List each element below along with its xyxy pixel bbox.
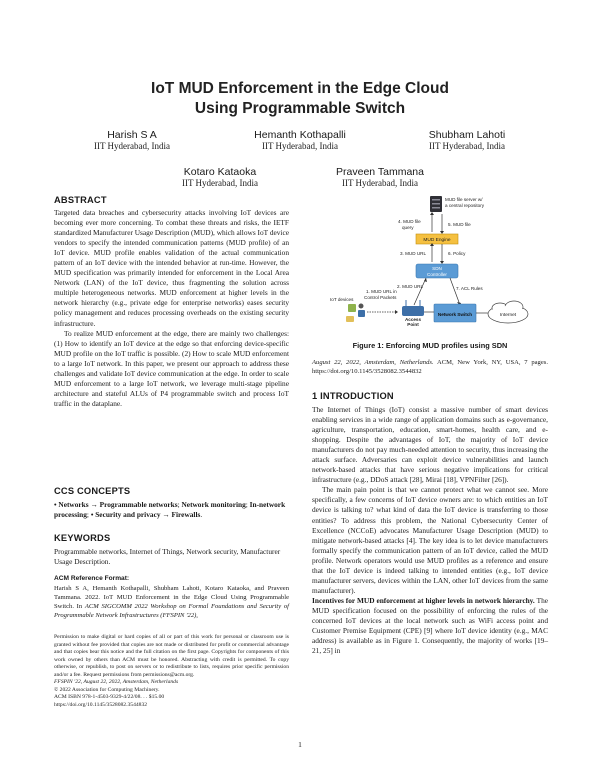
permission-isbn: ACM ISBN 978-1-4503-9329-4/22/08. . . $15.00 [54,694,165,700]
permission-doi[interactable]: https://doi.org/10.1145/3528082.3544832 [54,701,148,708]
author-affiliation: IIT Hyderabad, India [261,141,339,151]
intro-paragraph-2: The main pain point is that we cannot protect what we cannot see. More specifically, a few concerns of IoT device owners are: to which entities an IoT device is talking to? what kind of data the IoT device is transferring to those entities? To address this problem, the National Cybersecurity Center of Excellence (NCCoE) advocates Manufacturer Usage Description (MUD) to mitigate network-based attacks [4]. The key idea is to let device manufacturers formally specify the communication pattern of an IoT device, called the MUD profile. Network operators would use MUD profiles as a reference and ensure that the IoT device is indeed talking to intended entities (e.g., IoT device manufacturer servers, devices within the LAN, other IoT devices from the same manufacturer). [312,485,548,595]
author-name: Harish S A [107,129,157,141]
author-affiliation: IIT Hyderabad, India [341,178,419,188]
label-policy: 6. Policy [448,251,466,256]
paper-title-line-1: IoT MUD Enforcement in the Edge Cloud [151,80,449,97]
ccs-term: Firewalls [171,510,201,520]
acm-reference-text [54,584,289,620]
arrowhead [440,231,444,234]
label-mud-file-query-2: query [402,225,414,230]
permission-text: Permission to make digital or hard copies of all or part of this work for personal or classroom use is granted without fee provided that copies are not made or distributed for profit or commercial advantage and that copies bear this notice and the full citation on the first page. Copyrights for components of this work owned by others than ACM must be honored. Abstracting with credit is permitted. To copy otherwise, or republish, to post on servers or to redistribute to lists, requires prior specific permission and/or a fee. Request permissions from permissions@acm.org. [54,634,289,678]
author-name: Praveen Tammana [336,166,424,178]
label-mud-file-server: MUD file server w/ [445,197,483,202]
abstract-paragraph-1: Targeted data breaches and cybersecurity attacks involving IoT devices are becoming ever more concerning. To combat these threats and risks, the IETF standardized Manufacturer Usage Description (MUD), which allows IoT device vendors to specify the intended communication patterns (MUD profile) of an IoT device. MUD profile enables validation of the actual communication pattern of an IoT device with the intended behavior at run-time. However, the MUD specification was primarily intended for enforcement in the Local Area Network (LAN) of the IoT device, thus fragmenting the solution across multiple heterogeneous networks. MUD enforcement at higher levels in the network hierarchy (e.g., private edge for enterprise networks) eases security policy management and reduces processing overheads on the existing security infrastructure. [54,208,289,328]
author-name: Hemanth Kothapalli [254,129,346,141]
label-mud-engine: MUD Engine [423,238,451,243]
author-affiliation: IIT Hyderabad, India [181,178,259,188]
label-acl-rules: 7. ACL Rules [456,286,483,291]
label-sdn-controller-1: SDN [432,266,442,271]
access-point-icon [402,300,424,316]
author-block [310,166,450,189]
acm-reference-venue: ACM SIGCOMM 2022 Workshop on Formal Foundations and Security of Programmable Network Infrastructures (FFSPIN '22), [54,603,289,619]
abstract-paragraph-2: To realize MUD enforcement at the edge, there are mainly two challenges: (1) How to identify an IoT device at the edge so that enforcing device-specific MUD profile on the IoT traffic is possible. (2) How to scale MUD enforcement to a large IoT network. In this paper, we present our approach to address these challenges and validate IoT device communication at the edge. In order to scale MUD enforcement to a large IoT network, we leverage multi-stage pipeline architecture and stateful ALUs of P4 programmable switch and process IoT traffic in the dataplane. [54,328,289,408]
iot-device-icon [346,304,365,323]
keywords-heading: KEYWORDS [54,533,111,543]
label-mud-url-in-1: 1. MUD URL in [366,289,397,294]
figure-1-caption: Figure 1: Enforcing MUD profiles using SDN [352,341,508,350]
label-access-point-2: Point [407,322,419,327]
server-icon [430,196,442,212]
arrow-acl-rules [450,278,460,305]
author-affiliation: IIT Hyderabad, India [93,141,171,151]
label-access-point-1: Access [404,317,422,322]
label-iot-devices: IoT devices [330,297,354,302]
arrowhead [440,261,444,264]
abstract-heading: ABSTRACT [54,195,107,205]
ccs-term: Programmable networks [99,500,178,509]
author-block [397,129,537,152]
label-network-switch: Network Switch [437,312,473,317]
label-internet: Internet [499,313,517,318]
paper-title-line-2: Using Programmable Switch [194,100,406,117]
arrowhead [395,310,398,314]
ccs-concepts: • Networks → Programmable networks; Network monitoring; In-network processing; • Security and privacy → Firewalls. [54,500,286,520]
label-sdn-controller-2: Controller [427,272,447,277]
author-name: Kotaro Kataoka [183,166,257,178]
acm-reference-date: August 22, 2022, Amsterdam, Netherlands. [312,359,434,366]
acm-reference-plain: Harish S A, Hemanth Kothapalli, Shubham Lahoti, Kotaro Kataoka, and Praveen Tammana. 2022. IoT MUD Enforcement in the Edge Cloud Using Programmable Switch. In [54,585,289,610]
author-block [62,129,202,152]
ccs-arrow: → [90,500,98,509]
label-mud-url-2: 2. MUD URL [397,284,424,289]
label-mud-file: 5. MUD file [448,222,471,227]
ccs-bullet-security: • Security and privacy [90,510,161,520]
acm-reference-heading: ACM Reference Format: [54,575,130,582]
permission-venue: FFSPIN '22, August 22, 2022, Amsterdam, Netherlands [54,679,179,685]
internet-cloud-icon [488,301,528,323]
permission-block [54,634,289,709]
page-number: 1 [298,740,302,749]
acm-reference-publisher: ACM, New York, NY, USA, 7 pages. https://doi.org/10.1145/3528082.3544832 [312,359,548,375]
introduction-body [312,405,548,656]
arrowhead [430,212,434,215]
permission-copyright: © 2022 Association for Computing Machinery. [54,686,160,693]
author-block [150,166,290,189]
ccs-arrow: → [162,510,170,520]
intro-paragraph-1: The Internet of Things (IoT) consist a massive number of smart devices enabling services in a wide range of application domains such as e-governance, agriculture, transportation, education, smart-homes, health care, and e-shopping. Despite the advantages of IoT, the majority of IoT device manufacturers do not pay much-needed attention to security, thus increasing the attack surface. Adversaries can exploit device vulnerabilities and launch network-based attacks that have serious negative implications for critical infrastructure (e.g., DDoS attack [28], Mirai [18], VPNFilter [26]). [312,405,548,485]
abstract-body [54,208,289,409]
introduction-heading: 1 INTRODUCTION [312,391,394,401]
ccs-heading: CCS CONCEPTS [54,486,131,496]
label-central-repo: a central repository [445,203,485,208]
figure-1-diagram [318,192,546,340]
intro-paragraph-3-text: The MUD specification focused on the possibility of enforcing the rules of the concerned IoT devices at the local network such as WiFi access point and Customer Premise Equipment (CPE) [9] where IoT device identity (e.g., MAC address) is available as in Figure 1. Consequently, the majority of works [19–21, 25] in [312,595,548,656]
label-mud-url-3: 3. MUD URL [400,251,427,256]
label-mud-url-in-2: Control Packets [364,295,397,300]
author-name: Shubham Lahoti [428,129,506,141]
ccs-term: Network monitoring [181,500,246,509]
ccs-term: In-network processing [54,500,286,520]
intro-paragraph-3-lead: Incentives for MUD enforcement at higher levels in network hierarchy. [312,595,535,605]
ccs-bullet-networks: • Networks [54,500,89,509]
keywords-text: Programmable networks, Internet of Things, Network security, Manufacturer Usage Description. [54,547,281,567]
author-block [230,129,370,152]
acm-reference-continuation [312,358,548,376]
label-mud-file-query-1: 4. MUD file [398,219,421,224]
intro-paragraph-3 [312,596,548,656]
author-affiliation: IIT Hyderabad, India [428,141,506,151]
